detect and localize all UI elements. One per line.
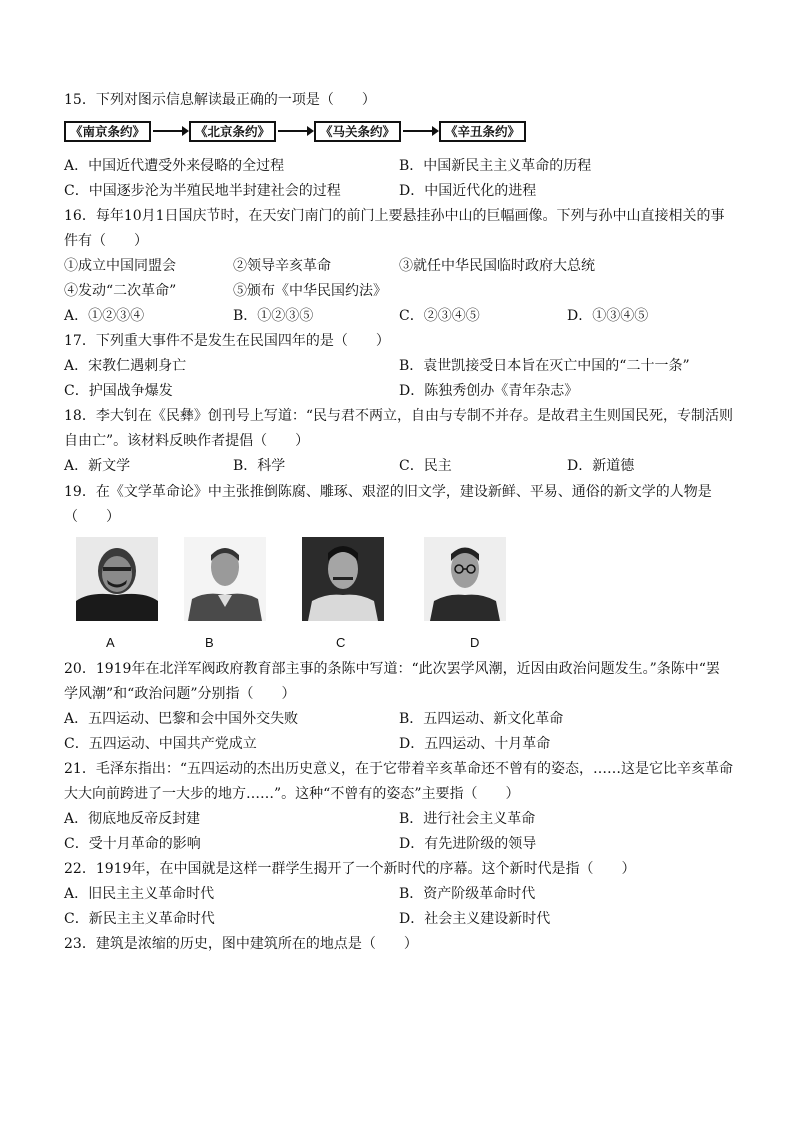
portrait-photo-d — [424, 537, 506, 621]
q17-option-b: B．袁世凯接受日本旨在灭亡中国的“二十一条” — [399, 358, 690, 374]
q21-stem-line2: 大大向前跨进了一大步的地方……”。这种“不曾有的姿态”主要指（ ） — [64, 786, 520, 802]
q23-stem: 23．建筑是浓缩的历史，图中建筑所在的地点是（ ） — [64, 936, 418, 952]
q18-option-c: C．民主 — [399, 458, 452, 474]
q15-stem: 15．下列对图示信息解读最正确的一项是（ ） — [64, 92, 376, 108]
q19-stem-line2: （ ） — [64, 509, 120, 525]
q16-item-4: ④发动“二次革命” — [64, 283, 177, 299]
q16-stem-line1: 16．每年10月1日国庆节时，在天安门南门的前门上要悬挂孙中山的巨幅画像。下列与孙中山直接相关的事 — [64, 208, 725, 224]
portrait-photo-b — [184, 537, 266, 621]
q15-option-c: C．中国逐步沦为半殖民地半封建社会的过程 — [64, 183, 341, 199]
q21-option-d: D．有先进阶级的领导 — [399, 836, 537, 852]
q20-option-a: A．五四运动、巴黎和会中国外交失败 — [64, 711, 299, 727]
q16-option-d: D．①③④⑤ — [567, 308, 649, 324]
q18-stem-line2: 自由亡”。该材料反映作者提倡（ ） — [64, 433, 310, 449]
treaty-flow-diagram — [64, 120, 526, 142]
q17-option-d: D．陈独秀创办《青年杂志》 — [399, 383, 579, 399]
q15-option-d: D．中国近代化的进程 — [399, 183, 537, 199]
q22-stem: 22．1919年，在中国就是这样一群学生揭开了一个新时代的序幕。这个新时代是指（ ） — [64, 861, 636, 877]
q22-option-a: A．旧民主主义革命时代 — [64, 886, 215, 902]
q17-stem: 17．下列重大事件不是发生在民国四年的是（ ） — [64, 333, 390, 349]
q17-option-c: C．护国战争爆发 — [64, 383, 173, 399]
q16-option-a: A．①②③④ — [64, 308, 145, 324]
portrait-photo-a — [76, 537, 158, 621]
portrait-label-b: B — [205, 635, 214, 650]
q16-option-b: B．①②③⑤ — [233, 308, 314, 324]
q20-option-d: D．五四运动、十月革命 — [399, 736, 551, 752]
q19-stem-line1: 19．在《文学革命论》中主张推倒陈腐、雕琢、艰涩的旧文学，建设新鲜、平易、通俗的新文学的人物是 — [64, 484, 712, 500]
q20-option-c: C．五四运动、中国共产党成立 — [64, 736, 257, 752]
treaty-box-maguan: 《马关条约》 — [314, 121, 401, 142]
portrait-label-a: A — [106, 635, 115, 650]
treaty-box-beijing: 《北京条约》 — [189, 121, 276, 142]
q21-stem-line1: 21．毛泽东指出：“五四运动的杰出历史意义，在于它带着辛亥革命还不曾有的姿态，……这是它比辛亥革命 — [64, 761, 733, 777]
q16-item-1: ①成立中国同盟会 — [64, 258, 176, 274]
treaty-box-xinchou: 《辛丑条约》 — [439, 121, 526, 142]
q16-item-3: ③就任中华民国临时政府大总统 — [399, 258, 595, 274]
portrait-photo-c — [302, 537, 384, 621]
q16-stem-line2: 件有（ ） — [64, 233, 148, 249]
arrow-icon — [153, 130, 187, 132]
arrow-icon — [278, 130, 312, 132]
q20-stem-line2: 学风潮”和“政治问题”分别指（ ） — [64, 686, 296, 702]
q22-option-b: B．资产阶级革命时代 — [399, 886, 536, 902]
q21-option-c: C．受十月革命的影响 — [64, 836, 201, 852]
q18-option-a: A．新文学 — [64, 458, 131, 474]
q16-option-c: C．②③④⑤ — [399, 308, 480, 324]
q21-option-b: B．进行社会主义革命 — [399, 811, 536, 827]
q18-option-b: B．科学 — [233, 458, 286, 474]
arrow-icon — [403, 130, 437, 132]
q21-option-a: A．彻底地反帝反封建 — [64, 811, 201, 827]
q18-stem-line1: 18．李大钊在《民彝》创刊号上写道：“民与君不两立，自由与专制不并存。是故君主生则国民死，专制活则 — [64, 408, 733, 424]
q16-item-2: ②领导辛亥革命 — [233, 258, 331, 274]
q15-option-b: B．中国新民主主义革命的历程 — [399, 158, 592, 174]
q22-option-c: C．新民主主义革命时代 — [64, 911, 215, 927]
q20-option-b: B．五四运动、新文化革命 — [399, 711, 564, 727]
q16-item-5: ⑤颁布《中华民国约法》 — [233, 283, 387, 299]
treaty-box-nanjing: 《南京条约》 — [64, 121, 151, 142]
portrait-label-c: C — [336, 635, 346, 650]
q18-option-d: D．新道德 — [567, 458, 635, 474]
q15-option-a: A．中国近代遭受外来侵略的全过程 — [64, 158, 285, 174]
portrait-label-d: D — [470, 635, 480, 650]
q22-option-d: D．社会主义建设新时代 — [399, 911, 551, 927]
q20-stem-line1: 20．1919年在北洋军阀政府教育部主事的条陈中写道：“此次罢学风潮，近因由政治问题发生。”条陈中“罢 — [64, 661, 720, 677]
q17-option-a: A．宋教仁遇刺身亡 — [64, 358, 187, 374]
